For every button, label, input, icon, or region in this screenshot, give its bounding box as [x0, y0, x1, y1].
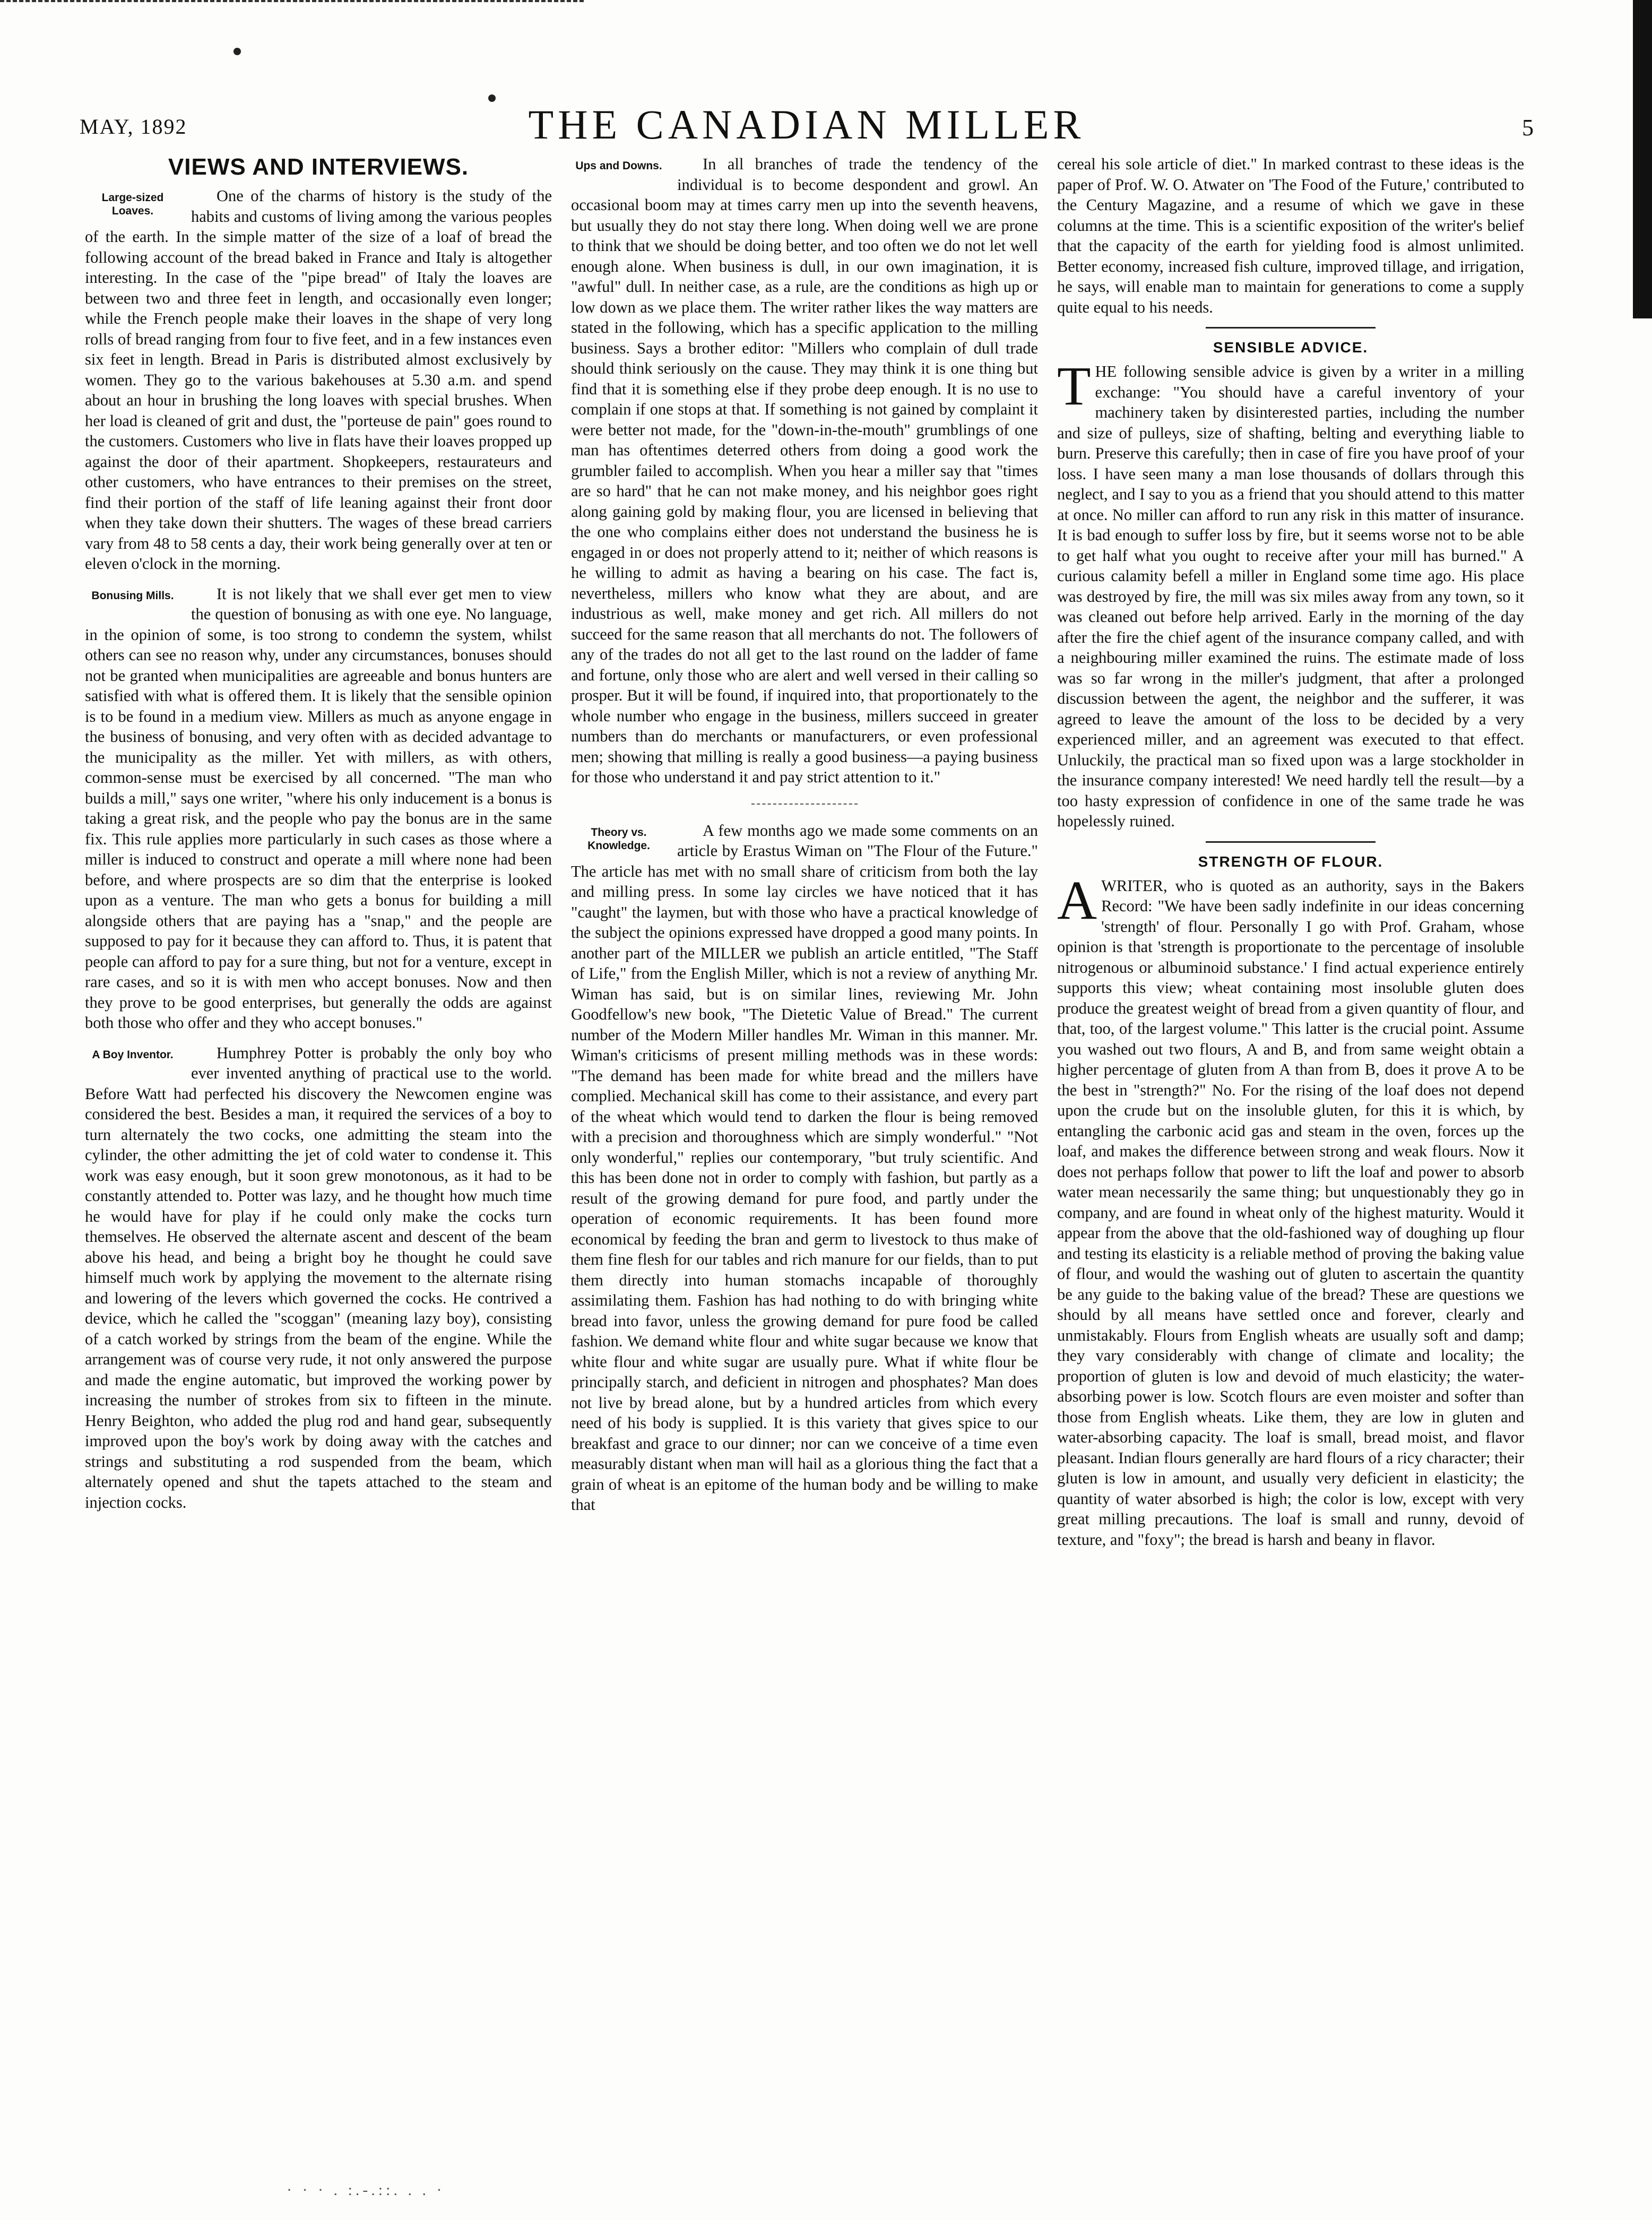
drop-cap: T — [1057, 356, 1091, 417]
side-heading: Bonusing Mills. — [91, 589, 174, 602]
section-rule — [1206, 327, 1376, 329]
bottom-edge-artifact: · · · . :.-.::. . . · — [287, 2181, 445, 2199]
article-title: VIEWS AND INTERVIEWS. — [168, 154, 469, 180]
section-title: SENSIBLE ADVICE. — [1213, 339, 1369, 356]
section-title: STRENGTH OF FLOUR. — [1198, 853, 1383, 870]
paragraph-text: WRITER, who is quoted as an authority, says in the Bakers Record: "We have been sadly indefinite in our ideas concerning 'strength' of flour. Personally I go with Prof. Graham, whose opinion is that 'strength is proportionate to the percentage of insoluble nitrogenous or albuminoid substance.' I find actual experience entirely supports this view; wheat containing most insoluble gluten does produce the greatest weight of bread from a given quantity of flour, and that, too, of the largest volume." This latter is the crucial point. Assume you washed out two flours, A and B, and from same weight obtain a higher percentage of gluten from A than from B, does it prove A to be the best in "strength?" No. For the rising of the loaf does not depend upon the crude but on the insoluble gluten, for this it is which, by entangling the carbonic acid gas and steam in the oven, forces up the loaf, and makes the difference between strong and weak flours. Now it does not perhaps follow that power to lift the loaf and power to absorb water mean necessarily the same thing; but unquestionably they go in company, and are found in wheat only of the highest maturity. Would it appear from the above that the old-fashioned way of doughing up flour and testing its elasticity is a reliable method of proving the baking value of flour, and would the washing out of gluten to ascertain the quantity be any guide to the baking value of the bread? These are questions we should by all means have settled once and forever, clearly and unmistakably. Flours from English wheats are usually soft and damp; they vary considerably with change of climate and locality; the proportion of gluten is low and devoid of much elasticity; the water-absorbing power is low. Scotch flours are even moister and softer than those from English wheats. Like them, they are low in gluten and water-absorbing capacity. The loaf is small, bread moist, and flavor pleasant. Indian flours generally are hard flours of a ricy character; their gluten is low in amount, and usually very deficient in elasticity; the quantity of water absorbed is high; the color is low, except with very great milling precautions. The loaf is small and runny, devoid of texture, and "foxy"; the bread is harsh and beany in flavor. — [1057, 876, 1524, 1549]
running-head — [80, 85, 1534, 149]
top-edge-artifact — [0, 0, 584, 10]
paragraph: Humphrey Potter is probably the only boy who ever invented anything of practical use to the world. Before Watt had perfected his discovery the Newcomen engine was considered the best. Besides a man, it required the services of a boy to turn alternately the two cocks, one admitting the steam into the cylinder, the other admitting the jet of cold water to condense it. This work was easy enough, but it soon grew monotonous, as it had to be constantly attended to. Potter was lazy, and he thought how much time he would have for play if he could only make the cocks turn themselves. He observed the alternate ascent and descent of the beam above his head, and being a bright boy he thought he could save himself much work by applying the movement to the alternate rising and lowering of the levers which governed the cocks. He contrived a device, which he called the "scoggan" (meaning lazy boy), consisting of a catch worked by strings from the beam of the engine. While the arrangement was of course very rude, it not only answered the purpose and made the engine automatic, but improved the working power by increasing the number of strokes from six to fifteen in the minute. Henry Beighton, who added the plug rod and hand gear, subsequently improved upon the boy's work by doing away with the catches and strings and substituting a rod suspended from the beam, which alternately opened and shut the tapets attached to the steam and injection cocks. — [85, 1043, 552, 1511]
paragraph: It is not likely that we shall ever get men to view the question of bonusing as with one eye. No language, in the opinion of some, is too strong to condemn the system, whilst others can see no reason why, under any circumstances, bonuses should not be granted when municipalities are agreeable and bonus hunters are satisfied with what is offered them. It is likely that the sensible opinion is to be found in a medium view. Millers as much as anyone engage in the business of bonusing, and very often with as decided advantage to the municipality as the miller. Yet with millers, as with others, common-sense must be exercised by all concerned. "The man who builds a mill," says one writer, "where his only inducement is a bonus is taking a great risk, and the people who pay the bonus are in the same fix. This rule applies more particularly in such cases as those where a miller is induced to construct and operate a mill where none had been before, and where prospects are so dim that the enterprise is looked upon as a venture. The man who gets a bonus for building a mill alongside others that are paying has a "snap," and the people are supposed to pay for it because they can afford to. Thus, it is patent that people can afford to pay for a sure thing, but not for a venture, except in rare cases, and so it is with men who accept bonuses. Now and then they prove to be good enterprises, but generally the odds are against both those who offer and they who accept bonuses." — [85, 584, 552, 1032]
publication-title: THE CANADIAN MILLER — [528, 101, 1085, 148]
side-heading: Ups and Downs. — [575, 160, 662, 172]
paragraph: A few months ago we made some comments on an article by Erastus Wiman on "The Flour of the Future." The article has met with no small share of criticism from both the lay and milling press. In some lay circles we have noticed that it has "caught" the laymen, but with those who have a practical knowledge of the subject the opinions expressed have dropped a good many points. In another part of the MILLER we publish an article entitled, "The Staff of Life," from the English Miller, which is not a review of anything Mr. Wiman has said, but is on similar lines, reviewing Mr. John Goodfellow's new book, "The Dietetic Value of Bread." The current number of the Modern Miller handles Mr. Wiman in this manner. Mr. Wiman's criticisms of present milling methods was in these words: "The demand has been made for white bread and the millers have complied. Mechanical skill has come to their assistance, and every part of the wheat which would tend to darken the flour is being removed with a precision and thoroughness which are simply wonderful." "Not only wonderful," replies our contemporary, "but truly scientific. And this has been done not in order to comply with fashion, but partly as a result of the growing demand for pure food, and partly under the operation of economic requirements. It has been found more economical by feeding the bran and germ to livestock to thus make of them fine flesh for our tables and rich manure for our fields, than to put them directly into human stomachs incapable of thoroughly assimilating them. Fashion has had nothing to do with bringing white bread into favor, unless the growing demand for pure food be called fashion. We demand white flour and white sugar because we know that white flour and white sugar are usually pure. What if white flour be principally starch, and deficient in nitrogen and phosphates? Man does not live by bread alone, but by a hundred articles from which every need of his body is supplied. It is this variety that gives spice to our breakfast and grace to our dinner; nor can we conceive of a time even measurably distant when man will hail as a glorious thing the fact that a grain of wheat is an epitome of the human body and be willing to make that — [571, 821, 1038, 1514]
paragraph: In all branches of trade the tendency of the individual is to become despondent and growl. An occasional boom may at times carry men up into the seventh heavens, but usually they do not stay there long. When doing well we are prone to think that we should be doing better, and too often we do not let well enough alone. When business is dull, in our own imagination, it is "awful" dull. In neither case, as a rule, are the conditions as high up or low down as we place them. The writer rather likes the way matters are stated in the following, which has a specific application to the milling business. Says a brother editor: "Millers who complain of dull trade should think seriously on the cause. They may think it is one thing but find that it is something else if they probe deep enough. It is no use to complain if one stops at that. If something is not gained by complaint it were better not made, for the "down-in-the-mouth" grumblings of one man has oftentimes deterred others from doing a good work the grumbler failed to accomplish. When you hear a miller say that "times are so hard" that he can not make money, and his neighbor goes right along gaining gold by making flour, you are licensed in believing that the one who complains either does not understand the business he is engaged in or does not properly attend to it; neither of which reasons is he willing to admit as having a bearing on his case. The fact is, nevertheless, millers who know what they are about, and are industrious as well, make money and get rich. All millers do not succeed for the same reason that all merchants do not. The followers of any of the trades do not all get to the last round on the ladder of fame and fortune, only those who are alert and well versed in their calling so prosper. But it will be found, if inquired into, that proportionately to the whole number who engage in the business, millers succeed in greater numbers than do merchants or manufacturers, or even professional men; showing that milling is really a good business—a paying business for those who understand it and pay strict attention to it." — [571, 155, 1038, 786]
speck — [233, 48, 241, 55]
section-divider — [751, 804, 858, 805]
page-number: 5 — [1522, 115, 1534, 141]
paragraph — [1057, 869, 1524, 1550]
column-1 — [85, 154, 552, 2128]
side-heading: A Boy Inventor. — [92, 1048, 174, 1061]
column-2 — [571, 154, 1038, 2128]
side-heading: Large-sized Loaves. — [101, 192, 164, 217]
right-edge-bar — [1633, 0, 1652, 318]
paragraph — [1057, 356, 1524, 832]
side-heading: Theory vs. Knowledge. — [587, 826, 650, 852]
column-3 — [1057, 154, 1524, 2128]
paragraph: cereal his sole article of diet." In marked contrast to these ideas is the paper of Prof. W. O. Atwater on 'The Food of the Future,' contributed to the Century Magazine, and a resume of which we gave in these columns at the time. This is a scientific exposition of the writer's belief that the capacity of the earth for yielding food is almost unlimited. Better economy, increased fish culture, improved tillage, and irrigation, he says, will enable man to maintain for generations to come a supply quite equal to his needs. — [1057, 155, 1524, 316]
paragraph-text: HE following sensible advice is given by a writer in a milling exchange: "You should have a careful inventory of your machinery taken by disinterested parties, including the number and size of pulleys, size of shafting, belting and everything liable to burn. Preserve this carefully; then in case of fire you have proof of your loss. I have seen many a man lose thousands of dollars through this neglect, and I say to you as a friend that you should attend to this matter at once. No miller can afford to run any risk in this matter of insurance. It is bad enough to suffer loss by fire, but it seems worse not to be able to get half what you ought to receive after your mill has burned." A curious calamity befell a miller in England some time ago. His place was destroyed by fire, the mill was six miles away from any town, so it was cleaned out before help arrived. Early in the morning of the day after the fire the chief agent of the insurance company called, and with a neighbouring miller examined the ruins. The estimate made of loss was so far wrong in the miller's judgment, that after a prolonged discussion between the agent, the neighbor and the sufferer, it was agreed to leave the amount of the loss to be decided by a very experienced miller, and an agreement was executed to that effect. Unluckily, the practical man so fixed upon was a large stockholder in the insurance company interested! We need hardly tell the result—by a too hasty expression of confidence in one of the same trade he was hopelessly ruined. — [1057, 362, 1524, 830]
drop-cap: A — [1057, 869, 1097, 931]
section-rule — [1206, 841, 1376, 843]
paragraph: One of the charms of history is the study of the habits and customs of living among the various peoples of the earth. In the simple matter of the size of a loaf of bread the following account of the bread baked in France and Italy is altogether interesting. In the case of the "pipe bread" of Italy the loaves are between two and three feet in length, and occasionally even longer; while the French people make their loaves in the shape of very long rolls of bread ranging from four to five feet, and in a few instances even six feet in length. Bread in Paris is distributed almost exclusively by women. They go to the various bakehouses at 5.30 a.m. and spend about an hour in brushing the long loaves with special brushes. When her load is cleaned of grit and dust, the "porteuse de pain" goes round to the customers. Customers who live in flats have their loaves propped up against the door of their apartment. Shopkeepers, restaurateurs and other customers, who have entrances to their premises on the street, find their portion of the staff of life leaning against their front door when they take down their shutters. The wages of these bread carriers vary from 48 to 58 cents a day, their work being generally over at ten or eleven o'clock in the morning. — [85, 187, 552, 573]
issue-date: MAY, 1892 — [80, 115, 187, 139]
